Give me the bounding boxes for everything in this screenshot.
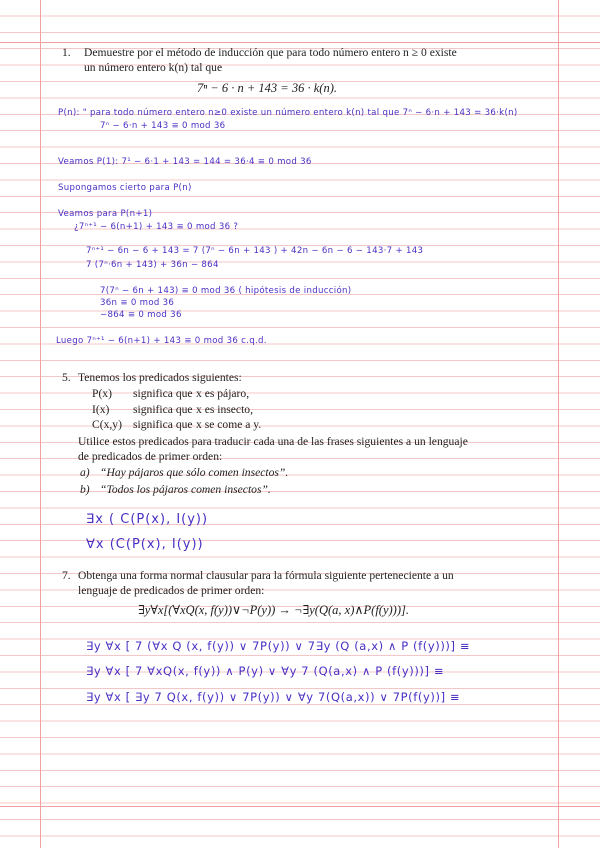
q1-hand-line: ¿7ⁿ⁺¹ − 6(n+1) + 143 ≡ 0 mod 36 ?: [74, 222, 239, 232]
q7-hand-line: ∃y ∀x [ ∃y 7 Q(x, f(y)) ∨ 7P(y)) ∨ ∀y 7(Q(a,x)) ∨ 7P(f(y))] ≡: [86, 690, 461, 704]
q1-text-line2: un número entero k(n) tal que: [84, 61, 223, 74]
predicate-desc: x es insecto,: [196, 403, 253, 416]
q1-hand-line: 7ⁿ⁺¹ − 6n − 6 + 143 = 7 (7ⁿ − 6n + 143 ) + 42n − 6n − 6 − 143·7 + 143: [86, 246, 424, 256]
predicate-meaning: significa que: [133, 418, 193, 431]
q1-hand-line: Veamos P(1): 7¹ − 6·1 + 143 = 144 = 36·4 ≡ 0 mod 36: [58, 157, 312, 167]
q7-number: 7.: [62, 569, 71, 582]
q7-text-line2: lenguaje de predicados de primer orden:: [78, 584, 265, 597]
q1-hand-line: 7(7ⁿ − 6n + 143) ≡ 0 mod 36 ( hipótesis de inducción): [100, 286, 352, 296]
predicate-desc: x es pájaro,: [196, 387, 250, 400]
q1-hand-line: −864 ≡ 0 mod 36: [100, 310, 182, 320]
predicate-symbol: P(x): [92, 387, 112, 400]
bottom-margin-line: [0, 806, 600, 807]
q7-formula: ∃y∀x[(∀xQ(x, f(y))∨¬P(y)) → ¬∃y(Q(a, x)∧P(f(y)))].: [138, 603, 409, 617]
q5-item-a-text: “Hay pájaros que sólo comen insectos”.: [100, 466, 289, 479]
q5-text-line1: Utilice estos predicados para traducir cada una de las frases siguientes a un lenguaje: [78, 435, 468, 448]
q1-hand-conclusion: Luego 7ⁿ⁺¹ − 6(n+1) + 143 ≡ 0 mod 36 c.q.d.: [56, 336, 267, 346]
predicate-desc: x se come a y.: [196, 418, 262, 431]
q5-text-line2: de predicados de primer orden:: [78, 450, 223, 463]
q1-hand-line: 7 (7ⁿ·6n + 143) + 36n − 864: [86, 260, 219, 270]
q5-number: 5.: [62, 371, 71, 384]
q1-formula: 7ⁿ − 6 · n + 143 = 36 · k(n).: [197, 81, 337, 95]
q1-text-line1: Demuestre por el método de inducción que para todo número entero n ≥ 0 existe: [84, 46, 457, 59]
predicate-meaning: significa que: [133, 387, 193, 400]
top-margin-line: [0, 42, 600, 43]
q5-hand-answer-a: ∃x ( C(P(x), I(y)): [86, 512, 209, 527]
predicate-symbol: C(x,y): [92, 418, 122, 431]
q5-item-a-label: a): [80, 466, 90, 479]
predicate-meaning: significa que: [133, 403, 193, 416]
q1-hand-line: Supongamos cierto para P(n): [58, 183, 192, 193]
q5-hand-answer-b: ∀x (C(P(x), I(y)): [86, 537, 204, 552]
q5-item-b-label: b): [80, 483, 90, 496]
q5-intro: Tenemos los predicados siguientes:: [78, 371, 242, 384]
q1-number: 1.: [62, 46, 71, 59]
predicate-symbol: I(x): [92, 403, 110, 416]
q7-text-line1: Obtenga una forma normal clausular para la fórmula siguiente perteneciente a un: [78, 569, 454, 582]
q1-hand-line: 36n ≡ 0 mod 36: [100, 298, 175, 308]
q7-hand-line: ∃y ∀x [ 7 ∀xQ(x, f(y)) ∧ P(y) ∨ ∀y 7 (Q(a,x) ∧ P (f(y)))] ≡: [86, 664, 445, 678]
q5-item-b-text: “Todos los pájaros comen insectos”.: [100, 483, 271, 496]
q7-hand-line: ∃y ∀x [ 7 (∀x Q (x, f(y)) ∨ 7P(y)) ∨ 7∃y (Q (a,x) ∧ P (f(y)))] ≡: [86, 639, 471, 653]
q1-hand-line: P(n): " para todo número entero n≥0 existe un número entero k(n) tal que 7ⁿ − 6·n + 143 = 36·k(n): [58, 108, 518, 118]
q1-hand-line: 7ⁿ − 6·n + 143 ≡ 0 mod 36: [100, 121, 226, 131]
q1-hand-line: Veamos para P(n+1): [58, 209, 153, 219]
